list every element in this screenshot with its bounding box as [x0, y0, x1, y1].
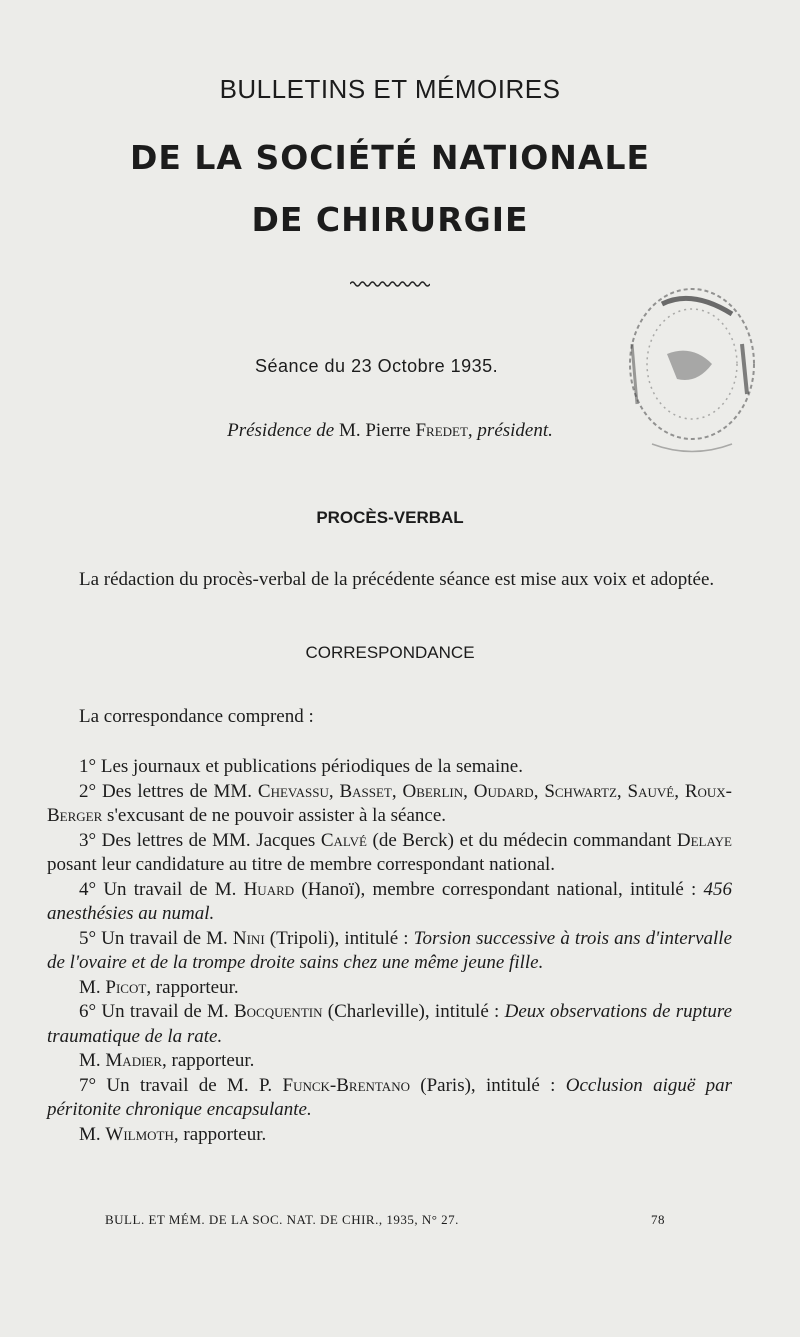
item-3-text-mid: (de Berck) et du médecin commandant: [372, 829, 672, 851]
item-4-name: Huard: [243, 878, 295, 900]
president-surname: Fredet: [415, 420, 468, 441]
item-6-text: 6° Un travail de M.: [79, 1001, 229, 1022]
item-6-rapporteur-m: M.: [79, 1050, 101, 1071]
item-7-title: Occlusion aiguë par péritonite chronique encapsulante.: [47, 1074, 732, 1120]
item-7-name: Funck-Brentano: [282, 1074, 410, 1096]
list-item: [47, 829, 732, 878]
item-6-rapporteur-name: Madier: [105, 1050, 163, 1071]
president-first-name: Pierre: [365, 420, 411, 441]
section-heading-correspondance: CORRESPONDANCE: [305, 643, 475, 662]
item-7-rapporteur-role: , rapporteur.: [173, 1123, 267, 1145]
item-5-rapporteur-role: , rapporteur.: [146, 976, 239, 998]
item-2-names: Chevassu, Basset, Oberlin, Oudard, Schwartz, Sauvé, Roux-Berger: [47, 780, 733, 826]
item-6-name: Bocquentin: [233, 1001, 323, 1022]
item-2-text-end: s'excusant de ne pouvoir assister à la séance.: [107, 805, 447, 826]
presidency-comma: ,: [467, 420, 473, 441]
item-7-text: 7° Un travail de M. P.: [79, 1074, 273, 1096]
correspondance-items: [47, 755, 732, 1147]
item-5-rapporteur-name: Picot: [105, 976, 147, 998]
proces-verbal-paragraph: La rédaction du procès-verbal de la précédente séance est mise aux voix et adoptée.: [79, 569, 715, 590]
item-3-text-end: posant leur candidature au titre de membre correspondant national.: [47, 854, 556, 875]
rapporteur-line: [47, 1123, 732, 1148]
item-7-rapporteur-m: M.: [79, 1123, 101, 1145]
list-item: [47, 878, 732, 927]
page-footer: [105, 1212, 665, 1228]
presidency-line: [0, 420, 780, 442]
item-7-rapporteur-name: Wilmoth: [105, 1123, 174, 1145]
section-heading-proces-verbal: PROCÈS-VERBAL: [316, 508, 464, 527]
correspondance-intro: La correspondance comprend :: [79, 706, 314, 727]
proces-verbal-text-block: [47, 568, 732, 593]
list-item: [47, 927, 732, 976]
item-5-text-mid: (Tripoli), intitulé :: [269, 927, 409, 949]
presidency-m: M.: [338, 420, 361, 441]
item-3-name-2: Delaye: [676, 829, 732, 851]
item-4-text-mid: (Hanoï), membre correspondant national, intitulé :: [301, 878, 697, 900]
item-4-text: 4° Un travail de M.: [79, 878, 237, 900]
page-number: 78: [651, 1212, 665, 1227]
rapporteur-line: [47, 976, 732, 1001]
item-5-name: Nini: [232, 927, 265, 949]
list-item: [47, 780, 732, 829]
rapporteur-line: [47, 1049, 732, 1074]
footer-reference: BULL. ET MÉM. DE LA SOC. NAT. DE CHIR., 1935, N° 27.: [105, 1212, 459, 1227]
item-6-rapporteur-role: , rapporteur.: [162, 1050, 255, 1071]
item-3-name-1: Calvé: [320, 829, 367, 851]
item-6-text-mid: (Charleville), intitulé :: [327, 1001, 500, 1022]
item-7-text-mid: (Paris), intitulé :: [420, 1074, 556, 1096]
presidency-title: président.: [477, 420, 553, 441]
item-5-rapporteur-m: M.: [79, 976, 101, 998]
item-6-title: Deux observations de rupture traumatique de la rate.: [47, 1001, 733, 1047]
item-5-title: Torsion successive à trois ans d'intervalle de l'ovaire et de la trompe droite sains chez une même jeune fille.: [47, 927, 732, 973]
journal-title-line3: DE CHIRURGIE: [251, 200, 529, 239]
list-item: [47, 755, 732, 780]
list-item: [47, 1074, 732, 1123]
item-1-text: 1° Les journaux et publications périodiques de la semaine.: [79, 756, 523, 777]
presidency-prefix: Présidence de: [227, 420, 335, 441]
item-5-text: 5° Un travail de M.: [79, 927, 228, 949]
wavy-ornament: [350, 279, 430, 289]
item-3-text: 3° Des lettres de MM. Jacques: [79, 829, 316, 851]
list-item: [47, 1000, 732, 1049]
session-date: Séance du 23 Octobre 1935.: [255, 356, 499, 376]
journal-title-line2: DE LA SOCIÉTÉ NATIONALE: [129, 138, 651, 177]
item-4-title: 456 anesthésies au numal.: [47, 878, 733, 924]
item-2-text: 2° Des lettres de MM.: [79, 780, 253, 802]
journal-title-line1: BULLETINS ET MÉMOIRES: [219, 74, 561, 104]
correspondance-intro-block: [47, 705, 732, 730]
